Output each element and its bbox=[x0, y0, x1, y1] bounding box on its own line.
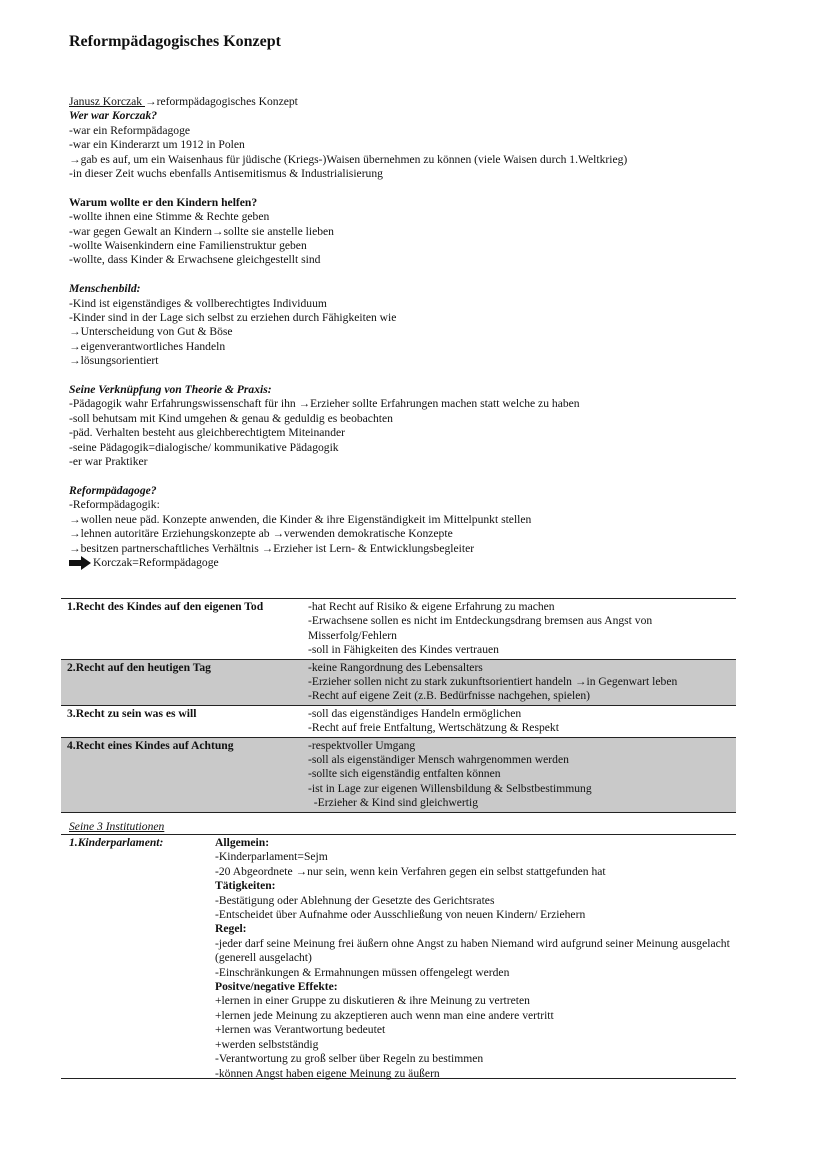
list-item: -Kind ist eigenständiges & vollberechtigtes Individuum bbox=[69, 296, 327, 310]
list-item: -Erwachsene sollen es nicht im Entdeckungsdrang bremsen aus Angst von Misserfolg/Fehlern bbox=[308, 614, 653, 642]
right-title: 4.Recht eines Kindes auf Achtung bbox=[61, 737, 302, 812]
list-item: -können Angst haben eigene Meinung zu äußern bbox=[215, 1066, 440, 1080]
list-item: -Recht auf freie Entfaltung, Wertschätzung & Respekt bbox=[308, 721, 559, 735]
table-row bbox=[61, 705, 736, 737]
intro-section bbox=[69, 95, 789, 570]
institution-label: 1.Kinderparlament: bbox=[69, 836, 164, 849]
list-item: -soll das eigenständiges Handeln ermöglichen bbox=[308, 706, 522, 720]
who-heading: Wer war Korczak? bbox=[69, 109, 158, 123]
korczak-name: Janusz Korczak bbox=[69, 95, 145, 108]
list-item: -war ein Kinderarzt um 1912 in Polen bbox=[69, 138, 245, 152]
list-item: -Einschränkungen & Ermahnungen müssen offengelegt werden bbox=[215, 965, 510, 979]
list-item: -päd. Verhalten besteht aus gleichberechtigtem Miteinander bbox=[69, 426, 346, 440]
list-item: -wollte, dass Kinder & Erwachsene gleichgestellt sind bbox=[69, 253, 321, 267]
list-item: +werden selbstständig bbox=[215, 1037, 319, 1051]
list-item: -wollte Waisenkindern eine Familienstruktur geben bbox=[69, 239, 307, 253]
document-title: Reformpädagogisches Konzept bbox=[69, 33, 281, 50]
right-points bbox=[302, 659, 736, 705]
list-item: →gab es auf, um ein Waisenhaus für jüdische (Kriegs-)Waisen übernehmen zu können (viele Waisen durch 1.Weltkrieg) bbox=[69, 152, 628, 166]
list-item: -hat Recht auf Risiko & eigene Erfahrung zu machen bbox=[308, 600, 555, 613]
list-item: -Reformpädagogik: bbox=[69, 498, 160, 512]
list-item: -wollte ihnen eine Stimme & Rechte geben bbox=[69, 210, 270, 224]
list-item: →eigenverantwortliches Handeln bbox=[69, 339, 226, 353]
divider bbox=[61, 834, 736, 835]
list-item: -Kinder sind in der Lage sich selbst zu erziehen durch Fähigkeiten wie bbox=[69, 311, 397, 325]
right-title: 1.Recht des Kindes auf den eigenen Tod bbox=[67, 600, 264, 613]
table-row bbox=[61, 599, 736, 660]
group-heading: Tätigkeiten: bbox=[215, 879, 276, 893]
list-item: →lösungsorientiert bbox=[69, 354, 159, 368]
list-item: -Bestätigung oder Ablehnung der Gesetzte des Gerichtsrates bbox=[215, 893, 495, 907]
list-item: →besitzen partnerschaftliches Verhältnis →Erzieher ist Lern- & Entwicklungsbegleiter bbox=[69, 541, 475, 555]
list-item: -soll behutsam mit Kind umgehen & genau & geduldig es beobachten bbox=[69, 411, 393, 425]
list-item: -Erzieher sollen nicht zu stark zukunftsorientiert handeln →in Gegenwart leben bbox=[308, 675, 678, 689]
right-title: 2.Recht auf den heutigen Tag bbox=[61, 659, 302, 705]
reform-lines bbox=[69, 498, 789, 570]
institutions-heading: Seine 3 Institutionen bbox=[69, 820, 165, 833]
list-item: -Erzieher & Kind sind gleichwertig bbox=[308, 796, 478, 810]
list-item: -keine Rangordnung des Lebensalters bbox=[308, 660, 483, 674]
list-item: →wollen neue päd. Konzepte anwenden, die Kinder & ihre Eigenständigkeit im Mittelpunkt stellen bbox=[69, 512, 532, 526]
list-item: -soll in Fähigkeiten des Kindes vertrauen bbox=[308, 643, 499, 657]
korczak-heading-rest: reformpädagogisches Konzept bbox=[156, 95, 298, 108]
list-item: -war ein Reformpädagoge bbox=[69, 123, 191, 137]
list-item: -Verantwortung zu groß selber über Regeln zu bestimmen bbox=[215, 1052, 484, 1066]
list-item: +lernen jede Meinung zu akzeptieren auch wenn man eine andere vertritt bbox=[215, 1008, 554, 1022]
group-heading: Positve/negative Effekte: bbox=[215, 980, 338, 994]
table-row bbox=[61, 737, 736, 812]
conclusion-text: Korczak=Reformpädagoge bbox=[93, 555, 219, 569]
list-item: →lehnen autoritäre Erziehungskonzepte ab →verwenden demokratische Konzepte bbox=[69, 527, 453, 541]
right-points bbox=[302, 705, 736, 737]
group-heading: Allgemein: bbox=[215, 836, 270, 849]
list-item: -sollte sich eigenständig entfalten können bbox=[308, 767, 501, 781]
list-item: -jeder darf seine Meinung frei äußern ohne Angst zu haben Niemand wird aufgrund seiner Meinung ausgelacht (generell ausgelacht) bbox=[215, 936, 730, 965]
reform-conclusion bbox=[69, 556, 789, 570]
list-item: -seine Pädagogik=dialogische/ kommunikative Pädagogik bbox=[69, 440, 339, 454]
why-heading: Warum wollte er den Kindern helfen? bbox=[69, 195, 258, 209]
list-item: -20 Abgeordnete →nur sein, wenn kein Verfahren gegen ein selbst stattgefunden hat bbox=[215, 864, 606, 878]
list-item: -respektvoller Umgang bbox=[308, 738, 416, 752]
right-points bbox=[302, 737, 736, 812]
list-item: -war gegen Gewalt an Kindern→sollte sie anstelle lieben bbox=[69, 224, 334, 238]
arrow-icon: → bbox=[144, 95, 157, 108]
list-item: +lernen was Verantwortung bedeutet bbox=[215, 1023, 386, 1037]
list-item: -in dieser Zeit wuchs ebenfalls Antisemitismus & Industrialisierung bbox=[69, 167, 383, 181]
why-lines bbox=[69, 210, 789, 268]
list-item: -Kinderparlament=Sejm bbox=[215, 850, 328, 864]
menschenbild-lines bbox=[69, 297, 789, 369]
big-arrow-icon bbox=[69, 556, 91, 570]
list-item: -ist in Lage zur eigenen Willensbildung & Selbstbestimmung bbox=[308, 781, 592, 795]
group-heading: Regel: bbox=[215, 922, 247, 936]
list-item: →Unterscheidung von Gut & Böse bbox=[69, 325, 233, 339]
theory-heading: Seine Verknüpfung von Theorie & Praxis: bbox=[69, 383, 272, 397]
theory-lines bbox=[69, 397, 789, 469]
rights-table bbox=[61, 598, 736, 813]
right-title: 3.Recht zu sein was es will bbox=[67, 706, 197, 720]
menschenbild-heading: Menschenbild: bbox=[69, 282, 141, 296]
list-item: -er war Praktiker bbox=[69, 455, 148, 469]
reform-heading: Reformpädagoge? bbox=[69, 483, 157, 497]
table-row bbox=[61, 659, 736, 705]
korczak-heading bbox=[69, 95, 789, 109]
list-item: -Recht auf eigene Zeit (z.B. Bedürfnisse nachgehen, spielen) bbox=[308, 689, 591, 703]
who-lines bbox=[69, 124, 789, 182]
list-item: -Pädagogik wahr Erfahrungswissenschaft für ihn →Erzieher sollte Erfahrungen machen statt welche zu haben bbox=[69, 397, 580, 411]
right-points bbox=[302, 599, 736, 660]
divider bbox=[61, 1078, 736, 1079]
list-item: +lernen in einer Gruppe zu diskutieren & ihre Meinung zu vertreten bbox=[215, 994, 530, 1008]
list-item: -Entscheidet über Aufnahme oder Ausschließung von neuen Kindern/ Erziehern bbox=[215, 908, 586, 922]
list-item: -soll als eigenständiger Mensch wahrgenommen werden bbox=[308, 753, 569, 767]
institution-details bbox=[215, 836, 735, 1081]
